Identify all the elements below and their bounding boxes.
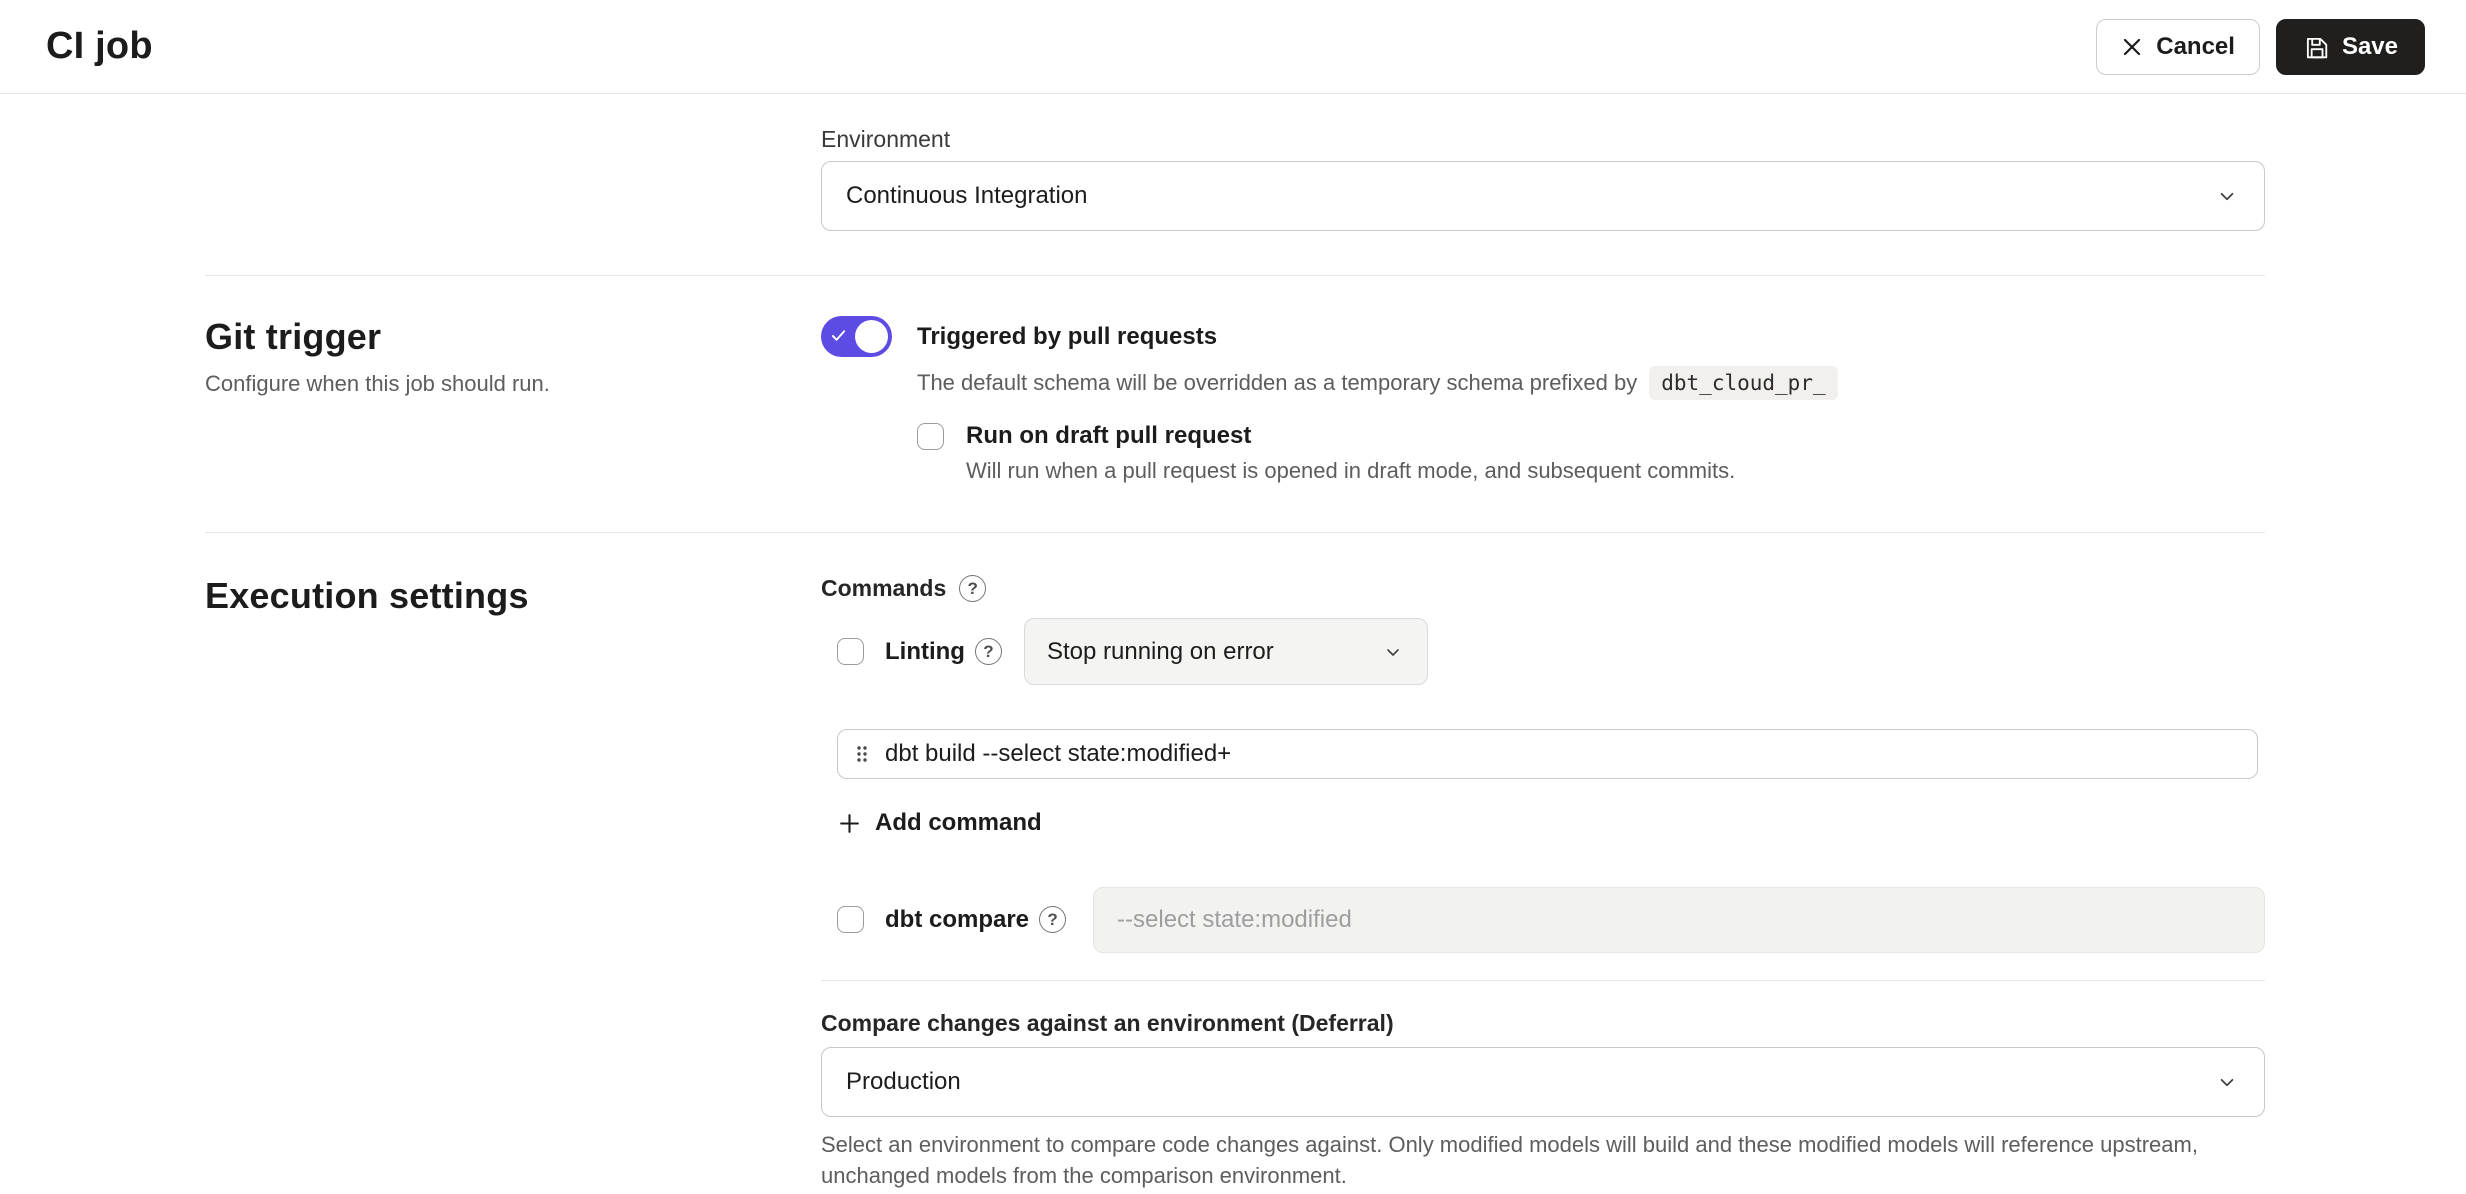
schema-prefix-chip: dbt_cloud_pr_ xyxy=(1649,366,1837,400)
dbt-compare-checkbox[interactable] xyxy=(837,906,864,933)
commands-label: Commands xyxy=(821,575,947,601)
command-list xyxy=(821,729,2265,779)
page-title: CI job xyxy=(46,25,153,67)
toggle-knob xyxy=(855,320,888,353)
cancel-button-label: Cancel xyxy=(2156,32,2235,60)
environment-select[interactable] xyxy=(821,161,2265,231)
add-command-label: Add command xyxy=(875,809,1042,836)
environment-label: Environment xyxy=(821,126,951,152)
environment-select-value: Continuous Integration xyxy=(846,182,1088,209)
execution-settings-section xyxy=(205,533,2265,953)
run-on-draft-description: Will run when a pull request is opened in draft mode, and subsequent commits. xyxy=(966,458,1736,483)
check-icon xyxy=(829,326,848,350)
dbt-compare-label: dbt compare xyxy=(885,905,1030,933)
commands-help-icon[interactable]: ? xyxy=(959,575,986,602)
run-on-draft-label: Run on draft pull request xyxy=(966,422,1252,449)
linting-help-icon[interactable]: ? xyxy=(975,638,1002,665)
save-button[interactable] xyxy=(2276,19,2425,75)
dbt-compare-help-icon[interactable]: ? xyxy=(1039,906,1066,933)
deferral-select[interactable] xyxy=(821,1047,2265,1117)
git-trigger-section xyxy=(205,276,2265,484)
environment-section xyxy=(205,126,2265,231)
cancel-button[interactable] xyxy=(2096,19,2260,75)
dbt-compare-input[interactable] xyxy=(1093,887,2265,953)
close-icon xyxy=(2121,36,2143,58)
linting-mode-value: Stop running on error xyxy=(1046,637,1274,665)
pull-request-toggle-label: Triggered by pull requests xyxy=(917,322,1218,350)
command-text: dbt build --select state:modified+ xyxy=(885,740,1232,767)
deferral-select-value: Production xyxy=(846,1067,961,1095)
deferral-label: Compare changes against an environment (Deferral) xyxy=(821,1009,1394,1036)
chevron-down-icon xyxy=(1381,640,1405,664)
plus-icon xyxy=(837,811,862,836)
deferral-help-text: Select an environment to compare code changes against. Only modified models will build and these modified models will reference upstream, unchanged models from the comparison environment. xyxy=(821,1131,2198,1188)
chevron-down-icon xyxy=(2214,183,2240,209)
save-button-label: Save xyxy=(2341,32,2398,60)
git-trigger-heading: Git trigger xyxy=(205,316,382,357)
add-command-button[interactable] xyxy=(837,809,1042,837)
page-header xyxy=(0,0,2466,94)
description-text: The default schema will be overridden as a temporary schema prefixed by xyxy=(917,370,1638,395)
header-actions xyxy=(2096,19,2425,75)
job-settings-form xyxy=(0,94,2466,1191)
dbt-compare-row xyxy=(821,887,2265,953)
run-on-draft-checkbox[interactable] xyxy=(917,423,944,450)
linting-row xyxy=(821,618,2265,685)
drag-handle-icon[interactable] xyxy=(854,742,870,766)
linting-mode-select[interactable] xyxy=(1024,618,1428,685)
save-icon xyxy=(2303,34,2329,60)
linting-checkbox[interactable] xyxy=(837,638,864,665)
linting-label: Linting xyxy=(885,637,965,665)
chevron-down-icon xyxy=(2214,1069,2240,1095)
deferral-section xyxy=(821,981,2265,1191)
git-trigger-subheading: Configure when this job should run. xyxy=(205,371,550,396)
pull-request-toggle-description xyxy=(917,366,2265,400)
execution-settings-heading: Execution settings xyxy=(205,575,529,616)
command-input[interactable] xyxy=(837,729,2258,779)
pull-request-toggle[interactable] xyxy=(821,316,892,357)
